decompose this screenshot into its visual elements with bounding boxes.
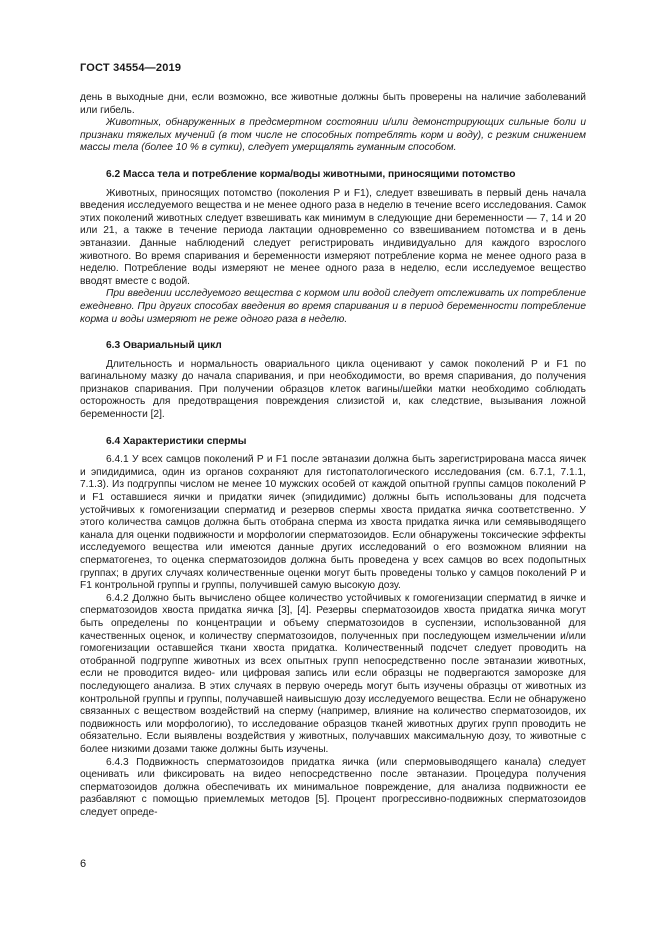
paragraph-feed-consumption-note: При введении исследуемого вещества с кормом или водой следует отслеживать их потребление ежедневно. При других способах введения во время спаривания и в период беременности потребление корма и воды измеряют не реже одного раза в неделю. xyxy=(80,288,586,325)
paragraph-ovarian-cycle: Длительность и нормальность овариального цикла оценивают у самок поколений P и F1 по вагинальному мазку до начала спаривания, и при необходимости, во время спаривания, до получения признаков спаривания. При получении образцов клеток вагины/шейки матки необходимо соблюдать осторожность для предотвращения повреждения слизистой и, как следствие, вызывания ложной беременности [2]. xyxy=(80,358,586,421)
section-heading-6-4: 6.4 Характеристики спермы xyxy=(106,435,247,447)
paragraph-6-4-2: 6.4.2 Должно быть вычислено общее количество устойчивых к гомогенизации сперматид в яичке и сперматозоидов хвоста придатка яичка [3], [4]. Резервы сперматозоидов хвоста придатка яичка могут быть определены по концентрации и объему сперматозоидов в суспензии, использованной для качественных оценок, и количеству сперматозоидов, полученных при последующем измельчении и/или гомогенизации оставшейся ткани хвоста придатка. Количественный подсчет следует проводить на отобранной подгруппе животных из всех опытных групп непосредственно после эвтаназии животных, если не проводится видео- или цифровая запись или если образцы не подвергаются заморозке для последующего анализа. В этих случаях в первую очередь могут быть изучены образцы от животных из контрольной группы и группы, получавшей наивысшую дозу исследуемого вещества. Если не обнаружено связанных с веществом воздействий на сперму (например, влияние на количество сперматозоидов, их подвижность или морфологию), то исследование образцов тканей животных других групп проводить не обязательно. Если выявлены воздействия у животных, получавших максимальную дозу, то животные с более низкими дозами также должны быть изучены. xyxy=(80,592,586,755)
document-standard-header: ГОСТ 34554—2019 xyxy=(80,62,182,74)
section-heading-6-3: 6.3 Овариальный цикл xyxy=(106,340,222,352)
document-body xyxy=(80,92,586,819)
page-number: 6 xyxy=(80,858,87,870)
paragraph-6-4-3: 6.4.3 Подвижность сперматозоидов придатка яичка (или спермовыводящего канала) следует оценивать или фиксировать на видео непосредственно после эвтаназии. Процедура получения сперматозоидов должна обеспечивать их минимальное повреждение, для анализа подвижности ее разбавляют с помощью приемлемых методов [5]. Процент прогрессивно-подвижных сперматозоидов следует опреде- xyxy=(80,756,586,818)
paragraph-body-weight: Животных, приносящих потомство (поколения P и F1), следует взвешивать в первый день начала введения исследуемого вещества и не менее одного раза в неделю в течение всего исследования. Самок этих поколений животных следует взвешивать как минимум в следующие дни беременности — 7, 14 и 20 или 21, а также в течение периода лактации одновременно со взвешиванием потомства и в день эвтаназии. Данные наблюдений следует регистрировать индивидуально для каждого взрослого животного. Во время спаривания и беременности измеряют потребление корма не менее одного раза в неделю. Потребление воды измеряют не менее одного раза в неделю, если исследуемое вещество вводят вместе с водой. xyxy=(80,187,586,287)
section-heading-6-2: 6.2 Масса тела и потребление корма/воды животными, приносящими потомство xyxy=(106,168,516,180)
paragraph-6-4-1: 6.4.1 У всех самцов поколений P и F1 после эвтаназии должна быть зарегистрирована масса яичек и эпидидимиса, один из органов сохраняют для гистопатологического исследования (см. 6.7.1, 7.1.1, 7.1.3). Из подгруппы числом не менее 10 мужских особей от каждой опытной группы самцов поколений P и F1 оставшиеся яички и придатки яичек (эпидидимис) должны быть использованы для подсчета устойчивых к гомогенизации сперматид и резервов спермы хвоста придатка яичка соответственно. У этого количества самцов должна быть отобрана сперма из хвоста придатка яичка или семявыводящего канала для оценки подвижности и морфологии сперматозоидов. Если обнаружены токсические эффекты исследуемого вещества или имеются данные других исследований о его возможном влиянии на сперматогенез, то оценка сперматозоидов должна быть проведена у всех самцов во всех подопытных группах; в других случаях количественные оценки могут быть проведены только у самцов поколений P и F1 контрольной группы и группы, получившей самую высокую дозу. xyxy=(80,454,586,592)
paragraph-continuation: день в выходные дни, если возможно, все животные должны быть проверены на наличие заболеваний или гибель. xyxy=(80,92,586,116)
paragraph-humane-euthanasia: Животных, обнаруженных в предсмертном состоянии и/или демонстрирующих сильные боли и признаки тяжелых мучений (в том числе не способных потреблять корм и воду), с резким снижением массы тела (более 10 % в сутки), следует умерщвлять гуманным способом. xyxy=(80,117,586,154)
